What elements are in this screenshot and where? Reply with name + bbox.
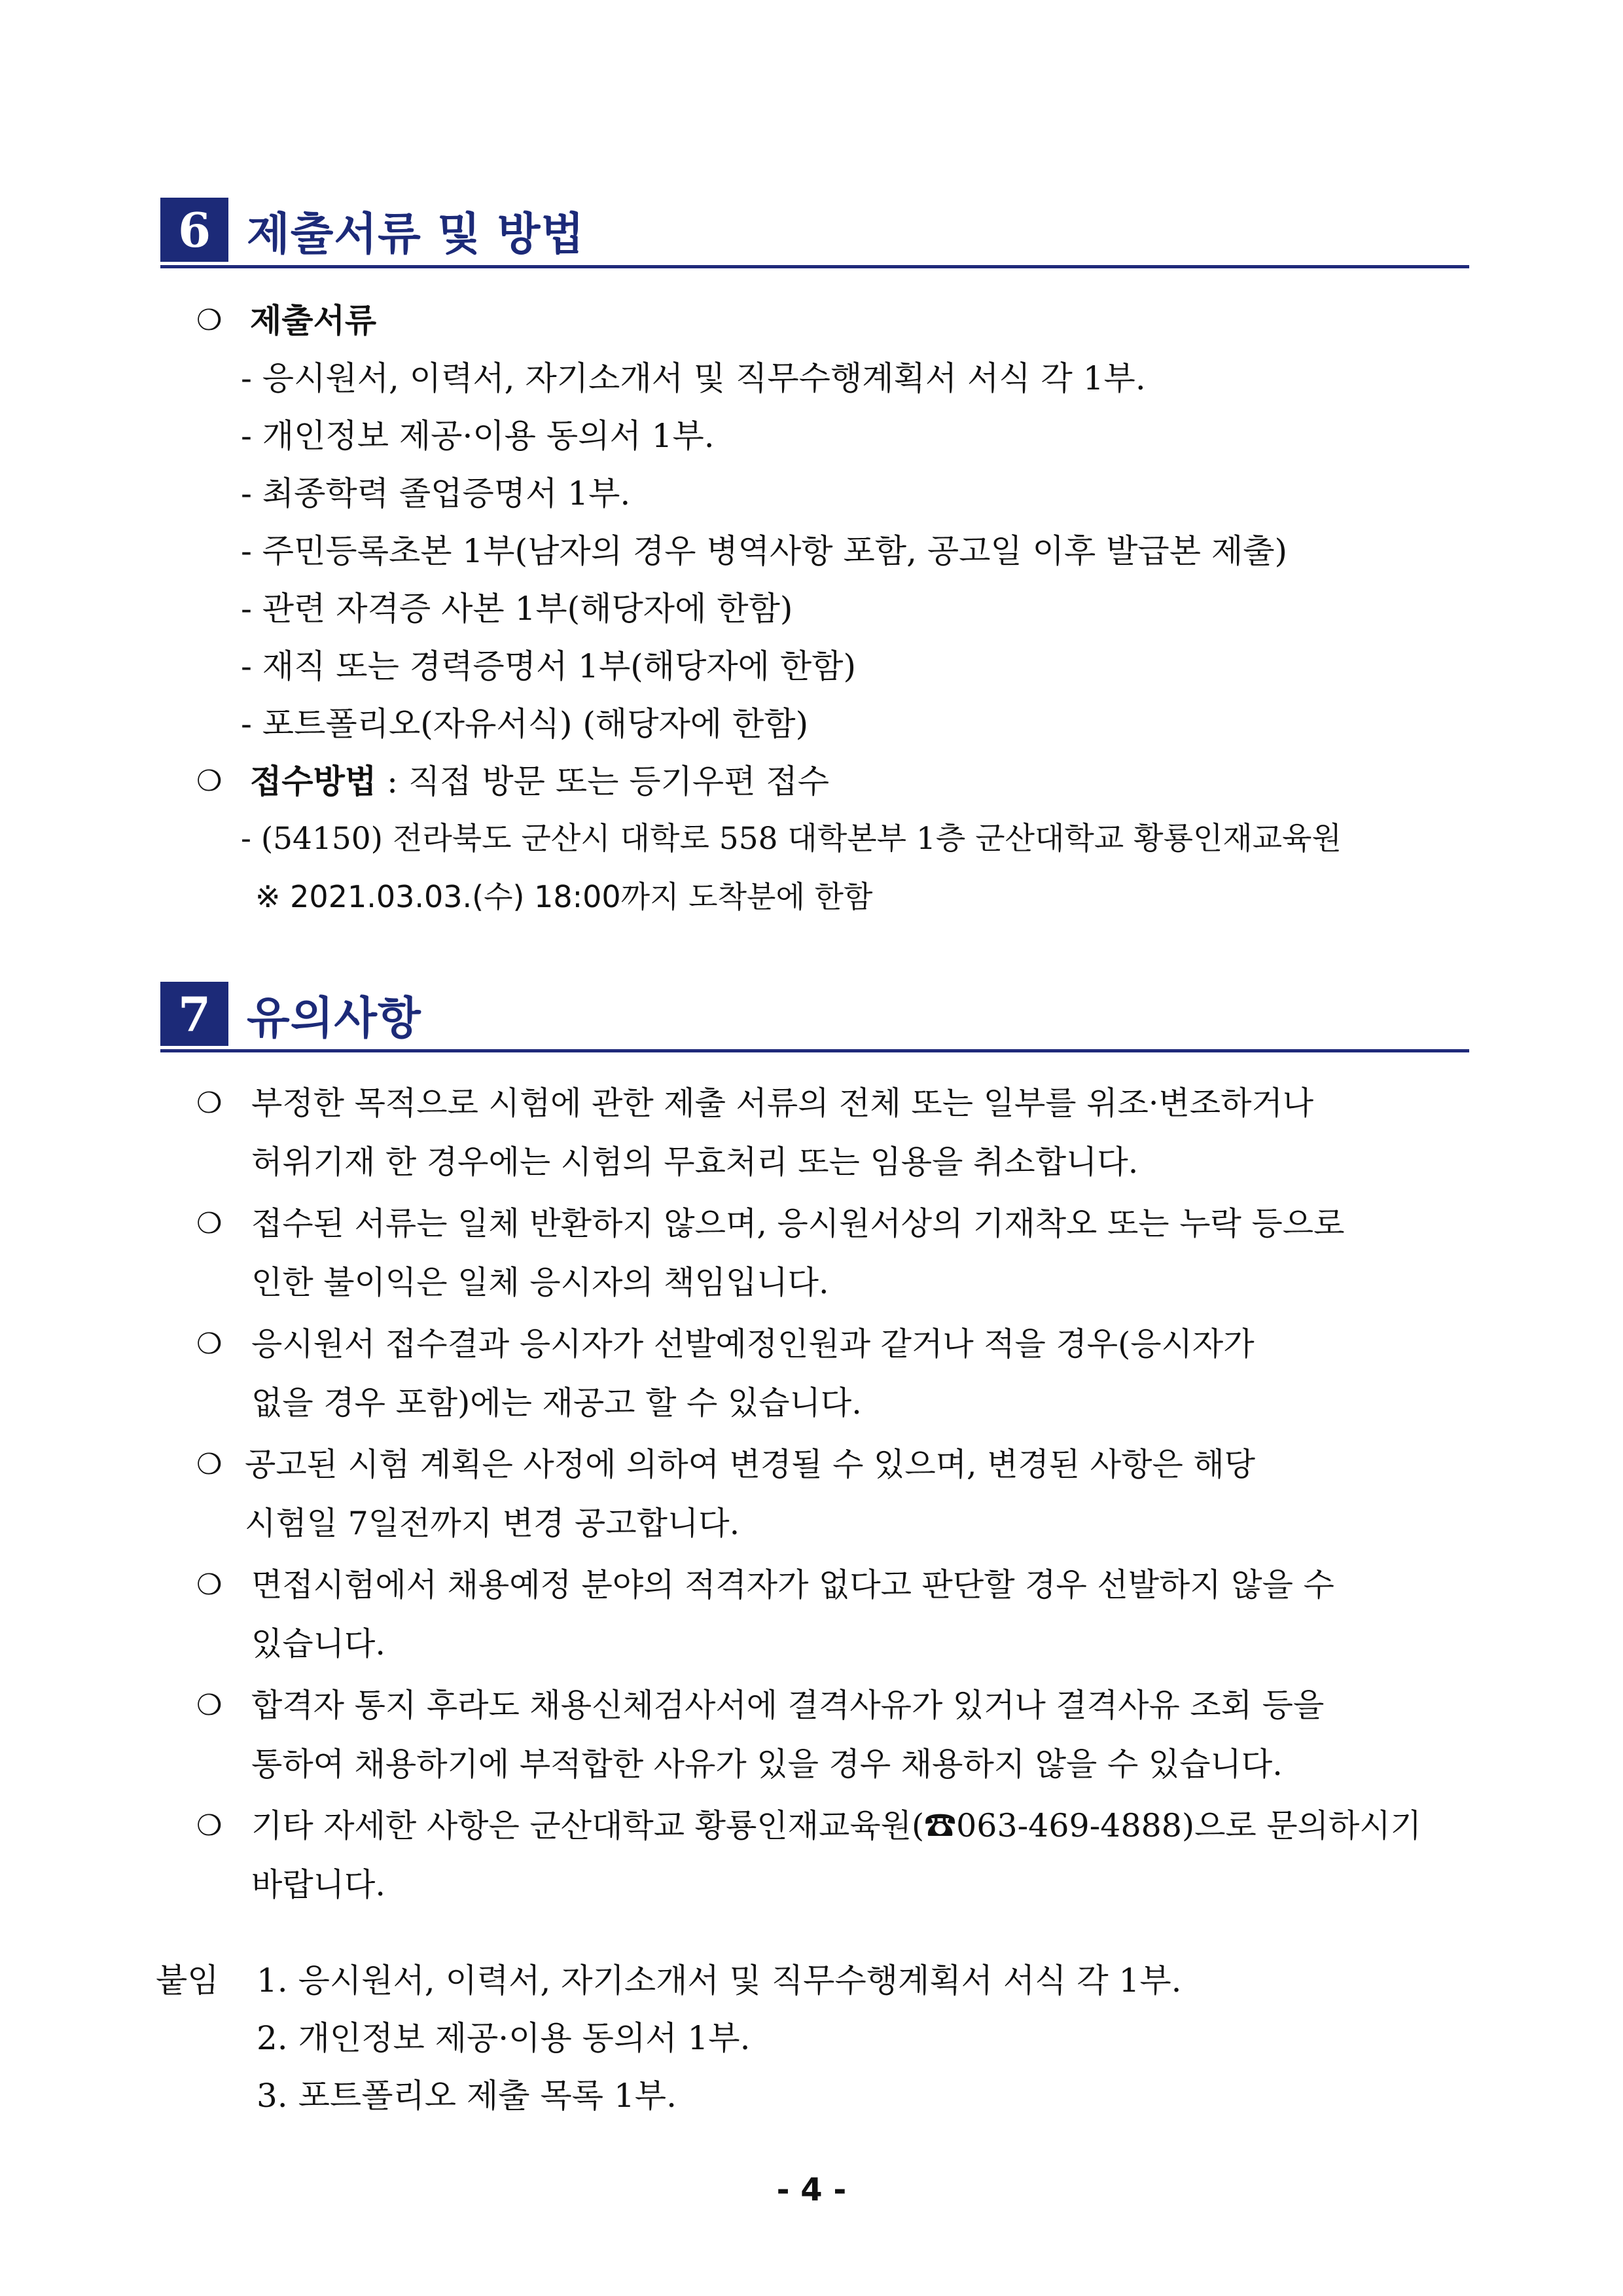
deadline-note: ※ 2021.03.03.(수) 18:00까지 도착분에 한함	[255, 879, 873, 914]
bullet-icon: ❍	[196, 1086, 223, 1120]
notice-item-line: 허위기재 한 경우에는 시험의 무효처리 또는 임용을 취소합니다.	[251, 1143, 1139, 1181]
doc-item: - 최종학력 졸업증명서 1부.	[241, 475, 631, 512]
doc-item: - 개인정보 제공·이용 동의서 1부.	[241, 417, 715, 455]
bullet-icon: ❍	[196, 1327, 223, 1361]
doc-item: - 포트폴리오(자유서식) (해당자에 한함)	[241, 705, 809, 743]
bullet-icon: ❍	[196, 1568, 223, 1602]
bullet-icon: ❍	[196, 764, 223, 798]
section-6-title: 제출서류 및 방법	[247, 209, 585, 260]
notice-item-line: 합격자 통지 후라도 채용신체검사서에 결격사유가 있거나 결격사유 조회 등을	[251, 1687, 1325, 1724]
notice-item-line: 없을 경우 포함)에는 재공고 할 수 있습니다.	[251, 1384, 862, 1422]
notice-item-line: 부정한 목적으로 시험에 관한 제출 서류의 전체 또는 일부를 위조·변조하거나	[251, 1085, 1314, 1122]
doc-item: - 재직 또는 경력증명서 1부(해당자에 한함)	[241, 647, 856, 685]
method-line	[250, 762, 829, 801]
notice-item-line: 있습니다.	[251, 1625, 385, 1662]
notice-item-line: 응시원서 접수결과 응시자가 선발예정인원과 같거나 적을 경우(응시자가	[251, 1325, 1255, 1363]
notice-item-line: 기타 자세한 사항은 군산대학교 황룡인재교육원(☎063-469-4888)으로 문의하시기	[251, 1807, 1421, 1844]
section-6-header	[160, 196, 1469, 268]
doc-item: - 응시원서, 이력서, 자기소개서 및 직무수행계획서 서식 각 1부.	[241, 359, 1146, 397]
notice-item-line: 바랍니다.	[251, 1866, 385, 1903]
bullet-icon: ❍	[196, 1207, 223, 1240]
address-line: - (54150) 전라북도 군산시 대학로 558 대학본부 1층 군산대학교 황룡인재교육원	[241, 821, 1342, 857]
docs-heading: 제출서류	[250, 301, 377, 340]
notice-item-line: 통하여 채용하기에 부적합한 사유가 있을 경우 채용하지 않을 수 있습니다.	[251, 1746, 1283, 1783]
notice-item-line: 면접시험에서 채용예정 분야의 적격자가 없다고 판단할 경우 선발하지 않을 수	[251, 1566, 1334, 1604]
section-7-header	[160, 980, 1469, 1052]
doc-item: - 관련 자격증 사본 1부(해당자에 한함)	[241, 590, 793, 628]
attachment-item: 2. 개인정보 제공·이용 동의서 1부.	[257, 2019, 751, 2057]
attachment-item: 3. 포트폴리오 제출 목록 1부.	[257, 2077, 677, 2115]
notice-item-line: 공고된 시험 계획은 사정에 의하여 변경될 수 있으며, 변경된 사항은 해당	[245, 1446, 1256, 1483]
attachment-item: 1. 응시원서, 이력서, 자기소개서 및 직무수행계획서 서식 각 1부.	[257, 1962, 1182, 2000]
page-number: - 4 -	[776, 2172, 847, 2208]
notice-item-line: 인한 불이익은 일체 응시자의 책임입니다.	[251, 1264, 829, 1301]
bullet-icon: ❍	[196, 1448, 223, 1481]
bullet-icon: ❍	[196, 1809, 223, 1842]
method-label: 접수방법	[250, 762, 377, 800]
method-text: : 직접 방문 또는 등기우편 접수	[376, 762, 830, 800]
bullet-icon: ❍	[196, 1689, 223, 1722]
section-7-title: 유의사항	[247, 993, 421, 1045]
attachments-label: 붙임	[156, 1962, 219, 2000]
notice-item-line: 접수된 서류는 일체 반환하지 않으며, 응시원서상의 기재착오 또는 누락 등으로	[251, 1205, 1345, 1242]
section-6-number: 6	[160, 198, 228, 262]
notice-item-line: 시험일 7일전까지 변경 공고합니다.	[245, 1505, 740, 1542]
section-7-number: 7	[160, 982, 228, 1046]
bullet-icon: ❍	[196, 304, 223, 337]
doc-item: - 주민등록초본 1부(남자의 경우 병역사항 포함, 공고일 이후 발급본 제출)	[241, 532, 1288, 570]
